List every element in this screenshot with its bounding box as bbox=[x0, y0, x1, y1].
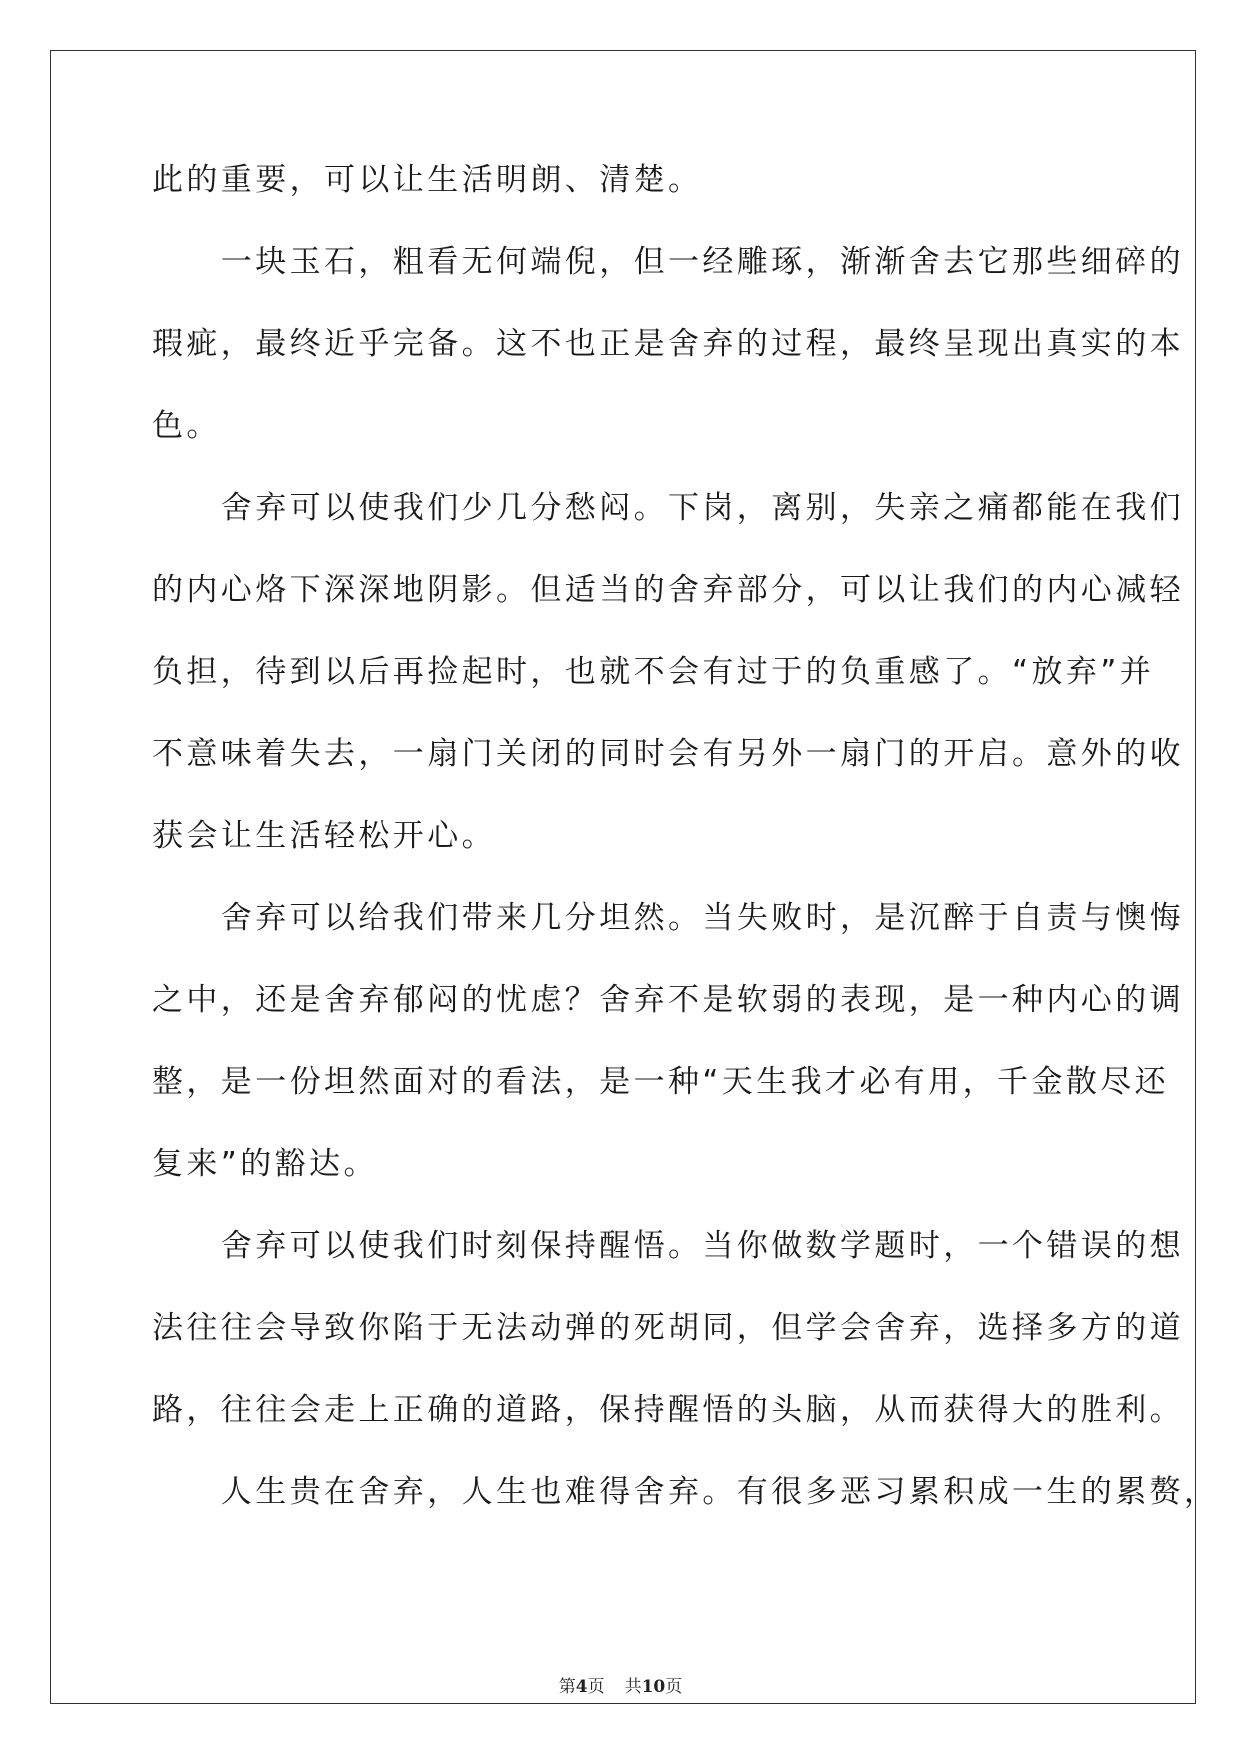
text-line: 整，是一份坦然面对的看法，是一种“天生我才必有用，千金散尽还 bbox=[152, 1064, 1170, 1100]
text-line: 不意味着失去，一扇门关闭的同时会有另外一扇门的开启。意外的收 bbox=[152, 736, 1184, 772]
text-line: 负担，待到以后再捡起时，也就不会有过于的负重感了。“放弃”并 bbox=[152, 654, 1155, 690]
text-line: 舍弃可以使我们时刻保持醒悟。当你做数学题时，一个错误的想 bbox=[152, 1228, 1184, 1264]
text-line: 复来”的豁达。 bbox=[152, 1146, 378, 1182]
text-line: 路，往往会走上正确的道路，保持醒悟的头脑，从而获得大的胜利。 bbox=[152, 1392, 1184, 1428]
total-pages-suffix: 页 bbox=[665, 1677, 683, 1697]
text-line: 人生贵在舍弃，人生也难得舍弃。有很多恶习累积成一生的累赘， bbox=[152, 1474, 1219, 1510]
text-line: 此的重要，可以让生活明朗、清楚。 bbox=[152, 162, 703, 198]
page-number: 4 bbox=[575, 1677, 588, 1697]
text-line: 获会让生活轻松开心。 bbox=[152, 818, 496, 854]
text-line: 一块玉石，粗看无何端倪，但一经雕琢，渐渐舍去它那些细碎的 bbox=[152, 244, 1184, 280]
text-line: 色。 bbox=[152, 408, 221, 444]
page-number-prefix: 第 bbox=[558, 1677, 576, 1697]
text-line: 的内心烙下深深地阴影。但适当的舍弃部分，可以让我们的内心减轻 bbox=[152, 572, 1184, 608]
page-footer bbox=[0, 1672, 1241, 1697]
total-pages-prefix: 共 bbox=[624, 1677, 642, 1697]
text-line: 瑕疵，最终近乎完备。这不也正是舍弃的过程，最终呈现出真实的本 bbox=[152, 326, 1184, 362]
page-number-suffix: 页 bbox=[587, 1677, 605, 1697]
text-line: 舍弃可以给我们带来几分坦然。当失败时，是沉醉于自责与懊悔 bbox=[152, 900, 1184, 936]
text-line: 舍弃可以使我们少几分愁闷。下岗，离别，失亲之痛都能在我们 bbox=[152, 490, 1184, 526]
page-border bbox=[50, 50, 1196, 1704]
total-pages: 10 bbox=[641, 1677, 666, 1697]
text-line: 之中，还是舍弃郁闷的忧虑？舍弃不是软弱的表现，是一种内心的调 bbox=[152, 982, 1184, 1018]
text-line: 法往往会导致你陷于无法动弹的死胡同，但学会舍弃，选择多方的道 bbox=[152, 1310, 1184, 1346]
